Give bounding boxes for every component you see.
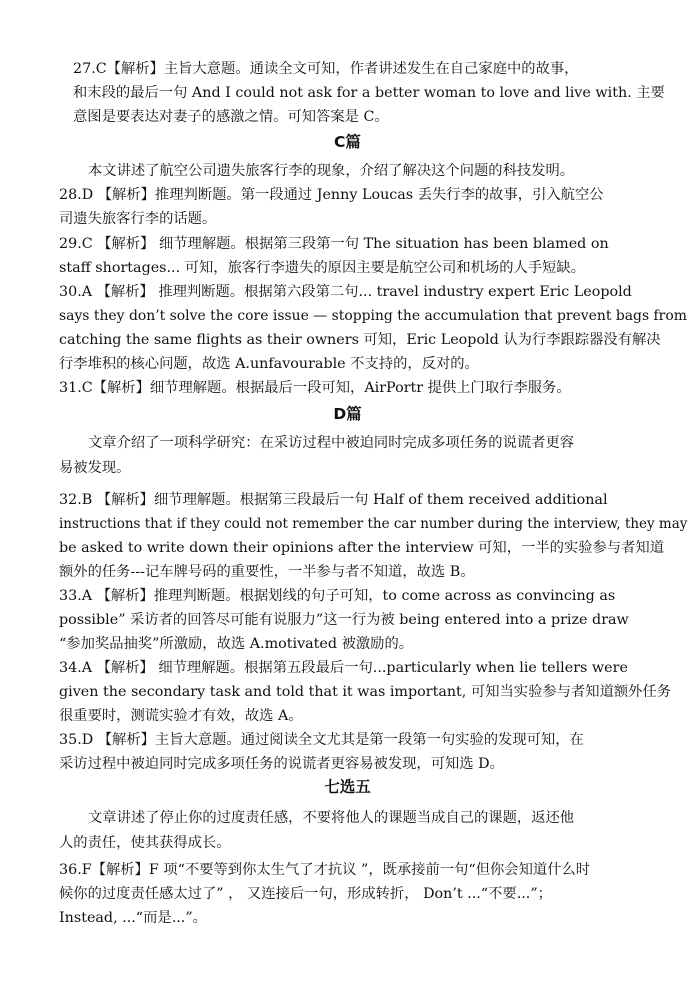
section-heading-d: D篇 (333, 405, 362, 423)
text-line: 29.C 【解析】 细节理解题。根据第三段第一句 The situation has been blamed on (59, 236, 609, 252)
text-line: instructions that if they could not remember the car number during the interview, they may (59, 516, 688, 532)
text-line: 31.C【解析】细节理解题。根据最后一段可知，AirPortr 提供上门取行李服务。 (59, 380, 571, 396)
text-line: Instead, ...“而是...”。 (59, 910, 207, 926)
text-line: “参加奖品抽奖”所激励，故选 A.motivated 被激励的。 (59, 636, 414, 652)
text-line: 32.B 【解析】细节理解题。根据第三段最后一句 Half of them received additional (59, 492, 608, 508)
text-line: 人的责任，使其获得成长。 (59, 835, 231, 851)
section-heading-c: C篇 (334, 133, 361, 151)
text-line: says they don’t solve the core issue — stopping the accumulation that prevent bags from (59, 308, 687, 324)
text-line: be asked to write down their opinions after the interview 可知，一半的实验参与者知道 (59, 540, 664, 556)
text-line: 27.C【解析】主旨大意题。通读全文可知，作者讲述发生在自己家庭中的故事， (73, 61, 579, 77)
text-line: staff shortages... 可知，旅客行李遗失的原因主要是航空公司和机场的人手短缺。 (59, 260, 586, 276)
text-line: 很重要时，测谎实验才有效，故选 A。 (59, 708, 303, 724)
text-line: 意图是要表达对妻子的感激之情。可知答案是 C。 (73, 109, 389, 125)
text-line: 36.F【解析】F 项“不要等到你太生气了才抗议 ”，既承接前一句“但你会知道什么时 (59, 862, 591, 878)
section-heading-e: 七选五 (324, 778, 371, 796)
text-line: 易被发现。 (59, 460, 131, 476)
text-line: 司遗失旅客行李的话题。 (59, 211, 217, 227)
text-line: 30.A 【解析】 推理判断题。根据第六段第二句... travel industry expert Eric Leopold (59, 284, 632, 300)
text-line: 候你的过度责任感太过了” ， 又连接后一句，形成转折， Don’t ...“不要...”； (59, 886, 552, 902)
text-line: 采访过程中被迫同时完成多项任务的说谎者更容易被发现，可知选 D。 (59, 756, 504, 772)
text-line: 和末段的最后一句 And I could not ask for a better woman to love and live with. 主要 (73, 85, 665, 101)
text-line: catching the same flights as their owners 可知，Eric Leopold 认为行李跟踪器没有解决 (59, 332, 661, 348)
text-line: 本文讲述了航空公司遗失旅客行李的现象，介绍了解决这个问题的科技发明。 (88, 163, 575, 179)
text-line: 33.A 【解析】推理判断题。根据划线的句子可知，to come across as convincing as (59, 588, 616, 604)
text-line: 35.D 【解析】主旨大意题。通过阅读全文尤其是第一段第一句实验的发现可知，在 (59, 732, 584, 748)
text-line: possible” 采访者的回答尽可能有说服力”这一行为被 being entered into a prize draw (59, 612, 629, 628)
text-line: given the secondary task and told that it was important, 可知当实验参与者知道额外任务 (59, 684, 672, 700)
text-line: 行李堆积的核心问题，故选 A.unfavourable 不支持的，反对的。 (59, 356, 479, 372)
text-line: 文章讲述了停止你的过度责任感，不要将他人的课题当成自己的课题，返还他 (88, 810, 575, 826)
text-line: 28.D 【解析】推理判断题。第一段通过 Jenny Loucas 丢失行李的故事，引入航空公 (59, 187, 604, 203)
text-line: 文章介绍了一项科学研究：在采访过程中被迫同时完成多项任务的说谎者更容 (88, 435, 575, 451)
text-line: 额外的任务---记车牌号码的重要性，一半参与者不知道，故选 B。 (59, 564, 475, 580)
text-line: 34.A 【解析】 细节理解题。根据第五段最后一句...particularly when lie tellers were (59, 660, 628, 676)
